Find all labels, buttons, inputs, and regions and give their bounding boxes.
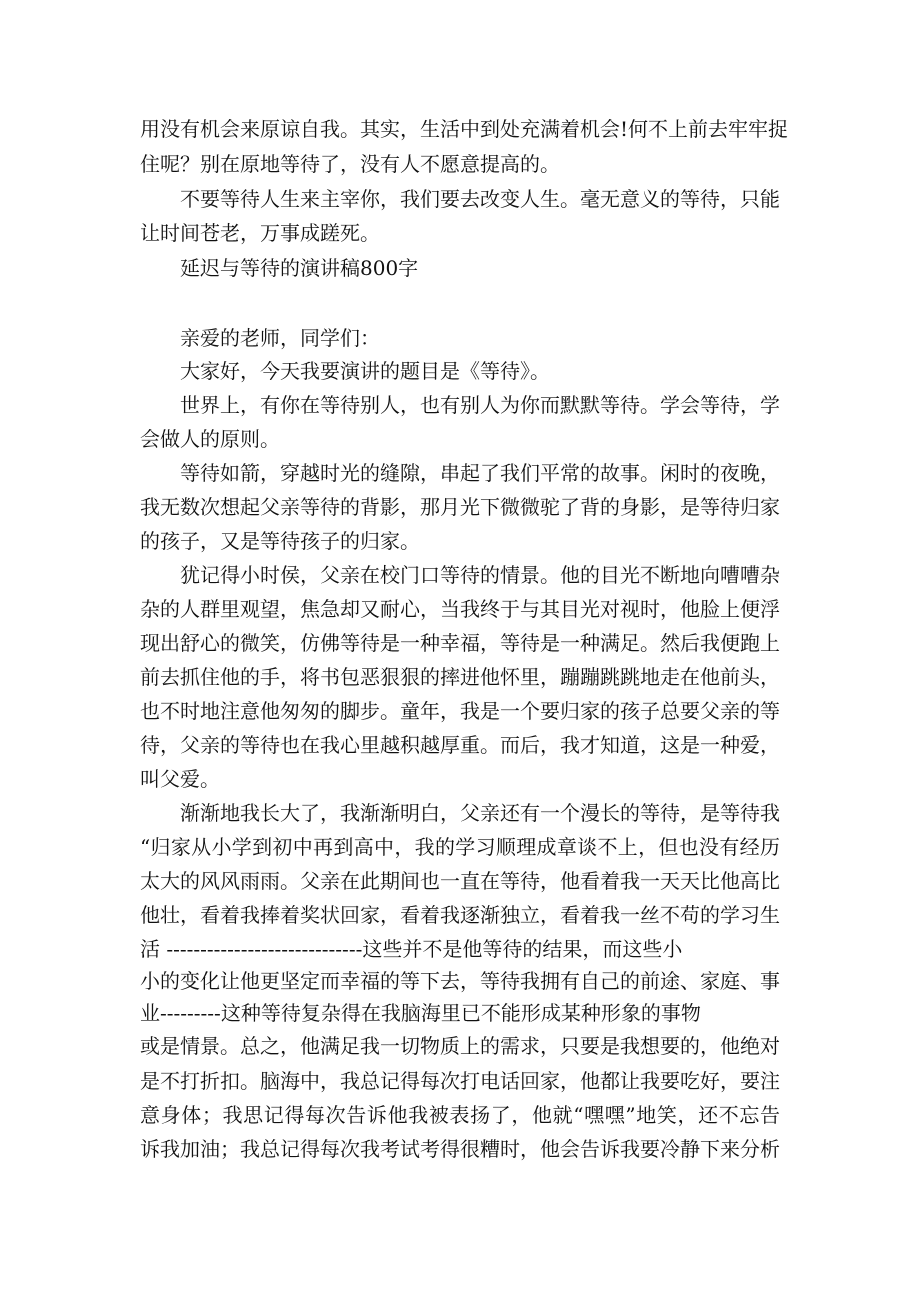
text-line: 现出舒心的微笑，仿佛等待是一种幸福，等待是一种满足。然后我便跑上: [140, 631, 780, 655]
text-line: 犹记得小时侯，父亲在校门口等待的情景。他的目光不断地向嘈嘈杂: [180, 563, 780, 587]
text-line: 业---------这种等待复杂得在我脑海里已不能形成某种形象的事物: [140, 1001, 701, 1025]
text-line: 意身体；我思记得每次告诉他我被表扬了，他就“嘿嘿”地笑，还不忘告: [140, 1103, 780, 1127]
text-line: 让时间苍老，万事成蹉死。: [140, 221, 380, 245]
text-line: 等待如箭，穿越时光的缝隙，串起了我们平常的故事。闲时的夜晚，: [180, 461, 780, 485]
text-line: 叫父爱。: [140, 767, 220, 791]
text-line: 他壮，看着我捧着奖状回家，看着我逐渐独立，看着我一丝不苟的学习生: [140, 903, 780, 927]
text-line: 前去抓住他的手，将书包恶狠狠的摔进他怀里，蹦蹦跳跳地走在他前头，: [140, 665, 780, 689]
text-line: 杂的人群里观望，焦急却又耐心，当我终于与其目光对视时，他脸上便浮: [140, 597, 780, 621]
text-line: “归家从小学到初中再到高中，我的学习顺理成章谈不上，但也没有经历: [140, 835, 780, 859]
text-line: 太大的风风雨雨。父亲在此期间也一直在等待，他看着我一天天比他高比: [140, 869, 780, 893]
text-line: 小的变化让他更坚定而幸福的等下去，等待我拥有自己的前途、家庭、事: [140, 969, 780, 993]
text-line: 大家好，今天我要演讲的题目是《等待》。: [180, 359, 550, 383]
text-line: 住呢？别在原地等待了，没有人不愿意提高的。: [140, 152, 560, 176]
text-line: 或是情景。总之，他满足我一切物质上的需求，只要是我想要的，他绝对: [140, 1034, 780, 1058]
section-title: 延迟与等待的演讲稿800字: [180, 256, 419, 280]
text-line: 我无数次想起父亲等待的背影，那月光下微微驼了背的身影，是等待归家: [140, 495, 780, 519]
text-line: 活 -----------------------------这些并不是他等待的结果，而这些小: [140, 937, 683, 961]
text-line: 待，父亲的等待也在我心里越积越厚重。而后，我才知道，这是一种爱，: [140, 733, 780, 757]
salutation: 亲爱的老师，同学们：: [180, 326, 380, 350]
text-line: 不要等待人生来主宰你，我们要去改变人生。毫无意义的等待，只能: [180, 187, 780, 211]
text-line: 是不打折扣。脑海中，我总记得每次打电话回家，他都让我要吃好，要注: [140, 1069, 780, 1093]
text-line: 也不时地注意他匆匆的脚步。童年，我是一个要归家的孩子总要父亲的等: [140, 699, 780, 723]
text-line: 世界上，有你在等待别人，也有别人为你而默默等待。学会等待，学: [180, 393, 780, 417]
text-line: 会做人的原则。: [140, 427, 280, 451]
text-line: 诉我加油；我总记得每次我考试考得很糟时，他会告诉我要冷静下来分析: [140, 1137, 780, 1161]
text-line: 渐渐地我长大了，我渐渐明白，父亲还有一个漫长的等待，是等待我: [180, 801, 780, 825]
text-line: 用没有机会来原谅自我。其实，生活中到处充满着机会!何不上前去牢牢捉: [140, 117, 789, 141]
text-line: 的孩子，又是等待孩子的归家。: [140, 529, 420, 553]
